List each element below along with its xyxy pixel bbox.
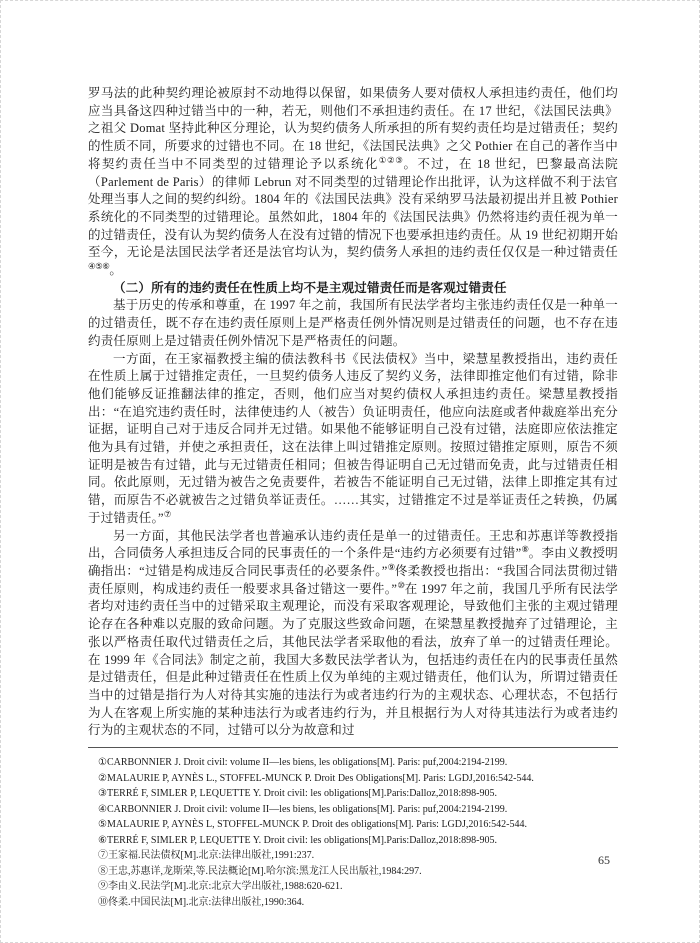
footnote-marker: ⑥	[98, 834, 107, 846]
text-run: 基于历史的传承和尊重，在 1997 年之前，我国所有民法学者均主张违约责任仅是一种单一的过错责任，既不存在违约责任原则上是严格责任例外情况则是过错责任的问题，也不存在违约责任原则上是过错责任例外情况下是严格责任的问题。	[88, 298, 618, 348]
footnote-marker: ⑩	[98, 896, 108, 908]
footnote-item	[88, 879, 618, 895]
footnotes-section	[88, 747, 618, 910]
footnote-marker: ⑧	[98, 865, 108, 877]
footnote-ref: ⑧	[521, 544, 529, 555]
paragraph	[88, 85, 618, 280]
footnote-text: 李由义.民法学[M].北京:北京大学出版社,1988:620-621.	[108, 881, 343, 893]
text-run: 。李由义教授明确指出：“过错是构成违反合同民事责任的必要条件。”	[88, 546, 618, 578]
text-run: （二）所有的违约责任在性质上均不是主观过错责任而是客观过错责任	[113, 280, 507, 295]
footnote-item	[88, 786, 618, 802]
footnote-marker: ⑨	[98, 881, 108, 893]
text-run: 另一方面，其他民法学者也普遍承认违约责任是单一的过错责任。王忠和苏惠详等教授指出，合同债务人承担违反合同的民事责任的一个条件是“违约方必须要有过错”	[88, 528, 618, 561]
footnote-item	[88, 802, 618, 818]
text-run: 。	[109, 263, 123, 278]
text-run: 在 1997 年之前，我国几乎所有民法学者均对违约责任当中的过错采取主观理论，而没有采取客观理论，导致他们主张的主观过错理论存在各种难以克服的致命问题。为了克服这些致命问题，在梁慧星教授抛弃了过错理论，主张以严格责任取代过错责任之后，其他民法学者采取他的看法，放弃了单一的过错责任理论。在 1999 年《合同法》制定之前，我国大多数民法学者认为，包括违约责任在内的民事责任虽然是过错责任，但是此种过错责任在性质上仅为单纯的主观过错责任，他们认为，所谓过错责任当中的过错是指行为人对待其实施的违法行为或者违约行为的主观状态、心理状态，不包括行为人在客观上所实施的某种违法行为或者违约行为，并且根据行为人对待其违法行为或者违约行为的主观状态的不同，过错可以分为故意和过	[88, 581, 618, 738]
footnote-marker: ④	[98, 803, 107, 815]
footnote-text: MALAURIE P, AYNÈS L, STOFFEL-MUNCK P. Droit des obligations[M]. Paris: LGDJ,2016:542-544.	[106, 819, 527, 831]
footnote-ref: ⑦	[163, 508, 171, 519]
text-run: 罗马法的此种契约理论被原封不动地得以保留，如果债务人要对债权人承担违约责任，他们均应当具备这四种过错当中的一种，若无，则他们不承担违约责任。在 17 世纪，《法国民法典》之祖父 Domat 坚持此种区分理论，认为契约债务人所承担的所有契约责任均是过错责任；契约的性质不同，所要求的过错也不同。在 18 世纪，《法国民法典》之父 Pothier 在自己的著作当中将契约责任当中不同类型的过错理论予以系统化	[88, 86, 618, 171]
text-run: 一方面，在王家福教授主编的债法教科书《民法债权》当中，梁慧星教授指出，违约责任在性质上属于过错推定责任，一旦契约债务人违反了契约义务，法律即推定他们有过错，除非他们能够反证推翻法律的推定，否则，他们应当对契约债权人承担违约责任。梁慧星教授指出：“在追究违约责任时，法律使违约人（被告）负证明责任，他应向法庭或者仲裁庭举出充分证据，证明自己对于违反合同并无过错。如果他不能够证明自己没有过错，法庭即应依法推定他为具有过错，并使之承担责任，这在法律上叫过错推定原则。按照过错推定原则，原告不须证明是被告有过错，此与无过错责任相同；但被告得证明自己无过错而免责，此与过错责任相同。依此原则，无过错为被告之免责要件，若被告不能证明自己无过错，法律上即推定其有过错，而原告不必就被告之过错负举证责任。……其实，过错推定不过是举证责任之转换，仍属于过错责任。”	[88, 351, 618, 525]
footnote-marker: ③	[98, 788, 107, 800]
text-run: 佟柔教授也指出：“我国合同法贯彻过错责任原则，构成违约责任一般要求具备过错这一要件。”	[88, 563, 619, 596]
footnote-item	[88, 771, 618, 787]
footnote-marker: ⑦	[98, 850, 108, 862]
paragraph	[88, 297, 618, 350]
footnote-item	[88, 755, 618, 771]
section-heading	[88, 280, 618, 298]
footnote-text: MALAURIE P, AYNÈS L., STOFFEL-MUNCK P. Droit Des Obligations[M]. Paris: LGDJ,2016:542-544.	[106, 772, 534, 784]
page-number: 65	[598, 853, 610, 867]
footnote-text: 王家福.民法债权[M].北京:法律出版社,1991:237.	[108, 850, 315, 862]
body-text	[88, 85, 618, 740]
footnote-ref: ①②③	[378, 154, 404, 165]
text-run: 。不过，在 18 世纪，巴黎最高法院（Parlement de Paris）的律师 Lebrun 对不同类型的过错理论作出批评，认为这样做不利于法官处理当事人之间的契约纠纷。1804 年的《法国民法典》没有采纳罗马法最初提出并且被 Pothier 系统化的不同类型的过错理论。虽然如此，1804 年的《法国民法典》仍然将违约责任视为单一的过错责任，没有认为契约债务人在没有过错的情况下也要承担违约责任。从 19 世纪初期开始至今，无论是法国民法学者还是法官均认为，契约债务人承担的违约责任仅仅是一种过错责任	[88, 156, 618, 260]
footnote-marker: ①	[98, 757, 107, 769]
footnote-text: TERRÉ F, SIMLER P, LEQUETTE Y. Droit civil: les obligations[M].Paris:Dalloz,2018:898-905.	[106, 788, 497, 800]
paragraph	[88, 351, 618, 528]
footnote-text: TERRÉ F, SIMLER P, LEQUETTE Y. Droit civil: les obligations[M].Paris:Dalloz,2018:898-905.	[106, 834, 497, 846]
footnote-ref: ⑨	[387, 561, 395, 572]
paragraph	[88, 528, 618, 740]
footnote-text: 王忠,苏惠详,龙斯荣,等.民法概论[M].哈尔滨:黑龙江人民出版社,1984:297.	[108, 865, 422, 877]
footnote-ref: ④⑤⑥	[88, 260, 110, 271]
footnote-list	[88, 755, 618, 910]
footnote-item	[88, 833, 618, 849]
footnote-marker: ⑤	[98, 819, 107, 831]
page-content	[88, 85, 618, 910]
footnote-item	[88, 895, 618, 911]
footnote-text: CARBONNIER J. Droit civil: volume II—les biens, les obligations[M]. Paris: puf,2004:2194-2199.	[106, 757, 508, 769]
footnote-ref: ⑩	[397, 579, 405, 590]
footnote-text: CARBONNIER J. Droit civil: volume II—les biens, les obligations[M]. Paris: puf,2004:2194-2199.	[106, 803, 508, 815]
footnote-marker: ②	[98, 772, 107, 784]
footnote-item	[88, 817, 618, 833]
footnote-text: 佟柔.中国民法[M].北京:法律出版社,1990:364.	[108, 896, 305, 908]
